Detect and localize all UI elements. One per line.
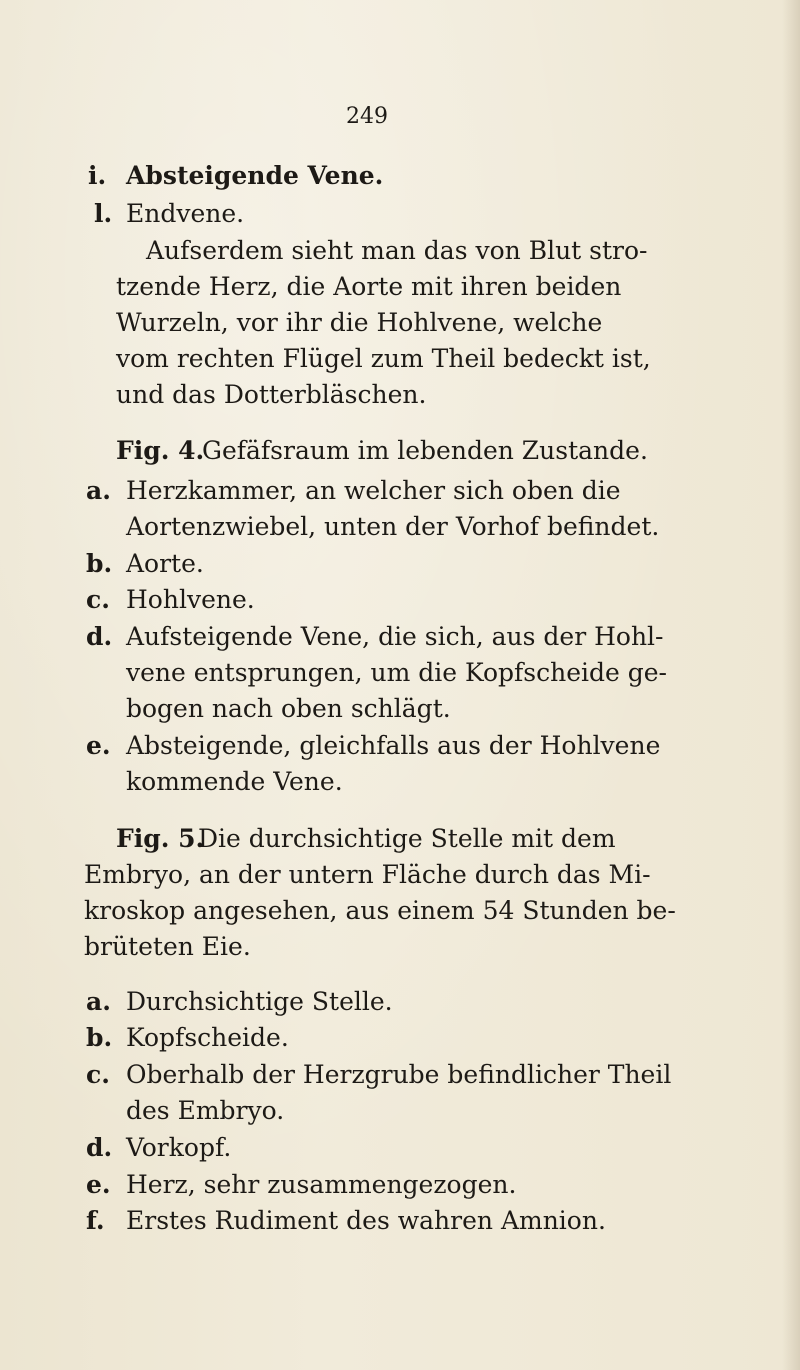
fig4-caption: Gefäfsraum im lebenden Zustande.	[202, 436, 648, 465]
fig5-item-text: Herz, sehr zusammengezogen.	[126, 1170, 517, 1199]
fig5-item-label: d.	[86, 1133, 113, 1162]
fig4-item-text: Aorte.	[126, 549, 204, 578]
fig4-item-label: e.	[86, 731, 111, 760]
fig4-label: Fig. 4.	[116, 436, 205, 465]
fig5-caption-line: Embryo, an der untern Fläche durch das Mi-	[84, 860, 651, 889]
fig5-item-label: c.	[86, 1060, 110, 1089]
fig5-caption-line: Die durchsichtige Stelle mit dem	[198, 824, 616, 853]
fig5-item-text: Oberhalb der Herzgrube befindlicher Theil	[126, 1060, 672, 1089]
page-edge-shadow	[782, 0, 800, 1370]
paragraph-line: und das Dotterbläschen.	[116, 380, 427, 409]
paragraph-line: vom rechten Flügel zum Theil bedeckt ist,	[116, 344, 651, 373]
fig4-item-label: a.	[86, 476, 111, 505]
page-number: 249	[346, 104, 388, 129]
fig5-item-label: a.	[86, 987, 111, 1016]
fig4-item-text: Aortenzwiebel, unten der Vorhof befindet.	[126, 512, 660, 541]
item-text-l: Endvene.	[126, 199, 245, 228]
item-text-i: Absteigende Vene.	[126, 161, 384, 190]
fig5-item-text: Erstes Rudiment des wahren Amnion.	[126, 1206, 606, 1235]
fig4-item-text: bogen nach oben schlägt.	[126, 694, 451, 723]
fig5-caption-line: kroskop angesehen, aus einem 54 Stunden be-	[84, 896, 676, 925]
fig4-item-label: b.	[86, 549, 113, 578]
fig4-item-label: c.	[86, 585, 110, 614]
fig5-item-label: b.	[86, 1023, 113, 1052]
fig5-item-text: Vorkopf.	[126, 1133, 232, 1162]
fig4-item-text: Absteigende, gleichfalls aus der Hohlvene	[126, 731, 661, 760]
fig4-item-text: vene entsprungen, um die Kopfscheide ge-	[126, 658, 668, 687]
paragraph-line: Wurzeln, vor ihr die Hohlvene, welche	[116, 308, 603, 337]
fig4-item-text: Hohlvene.	[126, 585, 255, 614]
item-label-i: i.	[88, 161, 107, 190]
fig5-item-text: des Embryo.	[126, 1096, 285, 1125]
fig4-item-text: Herzkammer, an welcher sich oben die	[126, 476, 621, 505]
item-label-l: l.	[94, 199, 113, 228]
fig5-caption-line: brüteten Eie.	[84, 932, 251, 961]
fig4-item-text: kommende Vene.	[126, 767, 343, 796]
fig4-item-text: Aufsteigende Vene, die sich, aus der Hohl-	[126, 622, 664, 651]
paragraph-line: tzende Herz, die Aorte mit ihren beiden	[116, 272, 622, 301]
fig5-item-label: f.	[86, 1206, 105, 1235]
fig5-item-text: Kopfscheide.	[126, 1023, 289, 1052]
fig5-item-label: e.	[86, 1170, 111, 1199]
paragraph-line: Aufserdem sieht man das von Blut stro-	[146, 236, 648, 265]
fig5-label: Fig. 5.	[116, 824, 205, 853]
fig5-item-text: Durchsichtige Stelle.	[126, 987, 393, 1016]
fig4-item-label: d.	[86, 622, 113, 651]
